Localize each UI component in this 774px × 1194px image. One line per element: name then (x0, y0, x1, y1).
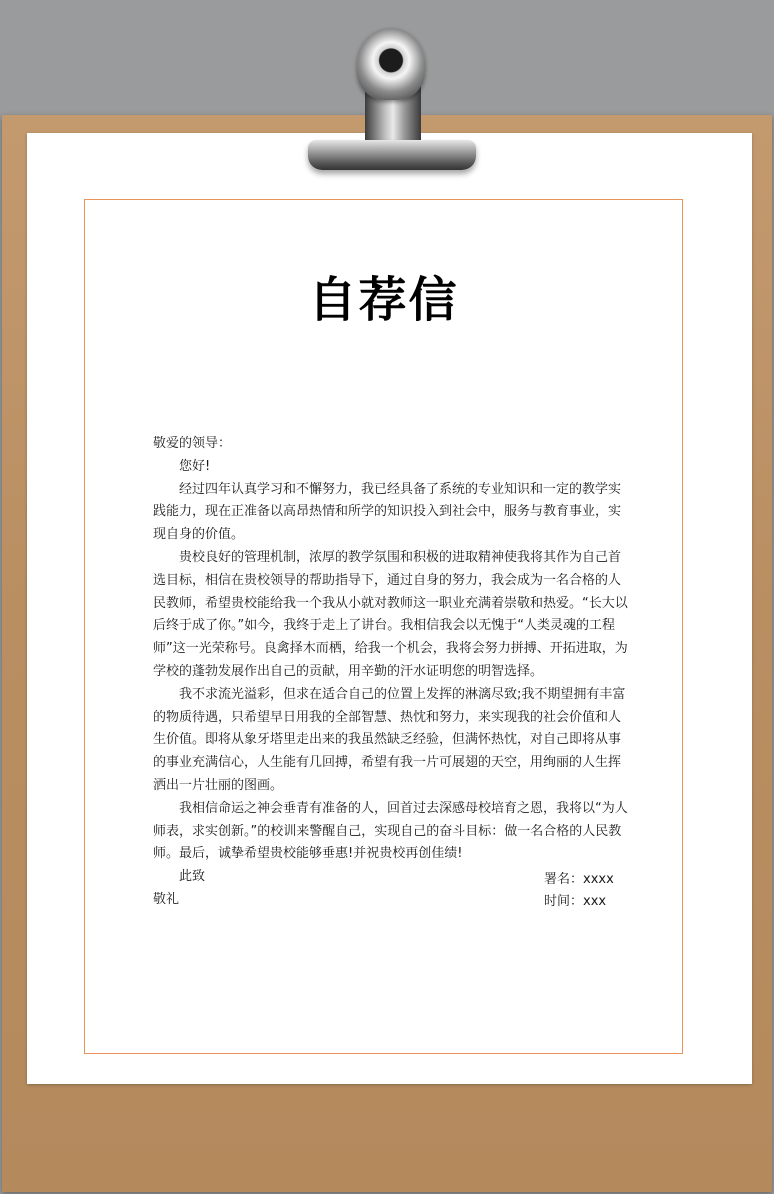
letter-paragraph: 贵校良好的管理机制，浓厚的教学氛围和积极的进取精神使我将其作为自己首选目标，相信在贵校领导的帮助指导下，通过自身的努力，我会成为一名合格的人民教师，希望贵校能给我一个我从小就对教师这一职业充满着崇敬和热爱。“长大以后终于成了你。”如今，我终于走上了讲台。我相信我会以无愧于“人类灵魂的工程师”这一光荣称号。良禽择木而栖，给我一个机会，我将会努力拼搏、开拓进取，为学校的蓬勃发展作出自己的贡献，用辛勤的汗水证明您的明智选择。 (153, 549, 628, 679)
letter-greeting: 您好! (179, 458, 211, 474)
letter-salutation: 敬爱的领导： (153, 436, 232, 451)
letter-body (153, 433, 631, 912)
signature-time: 时间：xxx (544, 894, 607, 909)
letter-paragraph: 经过四年认真学习和不懈努力，我已经具备了系统的专业知识和一定的教学实践能力，现在正准备以高昂热情和所学的知识投入到社会中，服务与教育事业，实现自身的价值。 (153, 481, 622, 543)
signature-name: 署名：xxxx (544, 872, 614, 887)
letter-title: 自荐信 (308, 272, 459, 328)
binder-clip-jaw-icon (308, 140, 476, 170)
letter-paragraph: 我不求流光溢彩，但求在适合自己的位置上发挥的淋漓尽致;我不期望拥有丰富的物质待遇，只希望早日用我的全部智慧、热忱和努力，来实现我的社会价值和人生价值。即将从象牙塔里走出来的我虽然缺乏经验，但满怀热忱，对自己即将从事的事业充满信心，人生能有几回搏，希望有我一片可展翅的天空，用绚丽的人生挥洒出一片壮丽的图画。 (153, 686, 626, 793)
letter-closing-regards: 此致 (179, 869, 206, 885)
letter-closing-salute: 敬礼 (153, 891, 180, 907)
signature-block (544, 869, 614, 913)
binder-clip-ring-icon (357, 28, 425, 100)
letter-paragraph: 我相信命运之神会垂青有准备的人，回首过去深感母校培育之恩，我将以“为人师表，求实创新。”的校训来警醒自己，实现自己的奋斗目标：做一名合格的人民教师。最后，诚挚希望贵校能够垂惠!并祝贵校再创佳绩! (153, 800, 628, 862)
